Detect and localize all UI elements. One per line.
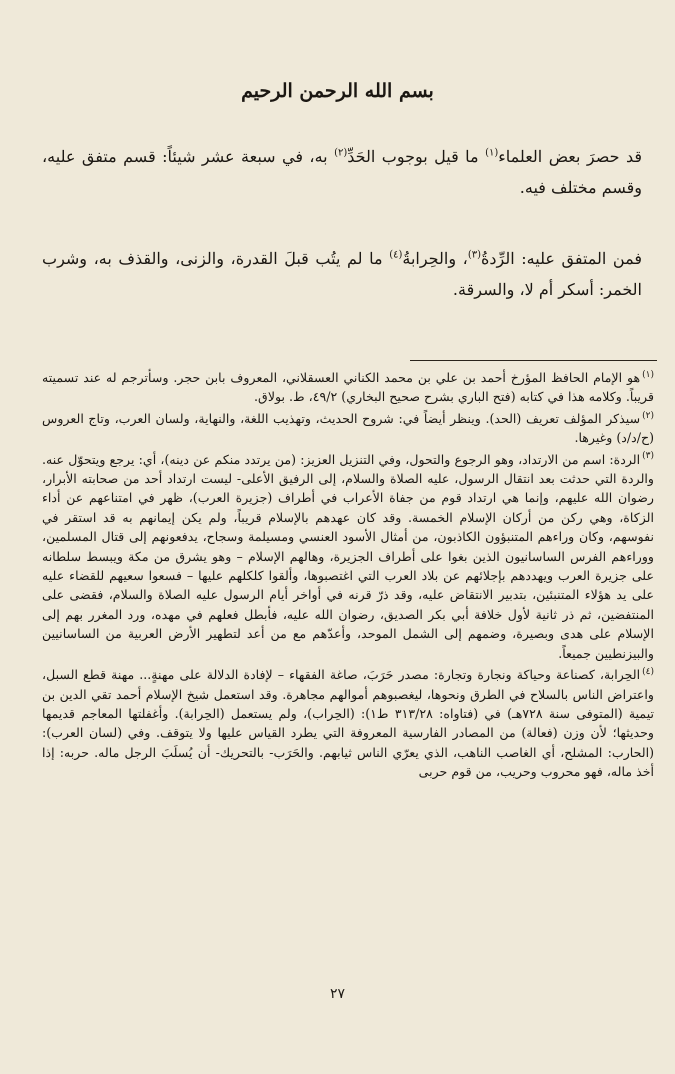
footnote-text: الردة: اسم من الارتداد، وهو الرجوع والتحول، وفي التنزيل العزيز: (من يرتدد منكم عن دينه)، أي: يرجع ويتحوّل عنه. والردة التي حدثت بعد انتقال الرسول، عليه الصلاة والسلام، إلى الرفيق الأعلى- ليست ارتداد أحد من صحابته الأبرار، رضوان الله عليهم، وإنما هي ارتداد قوم من جفاة الأعراب في أطراف (جزيرة العرب)، ظهر في امتناعهم عن أداء الزكاة، وهي ركن من أركان الإسلام الخمسة. وقد كان عهدهم بالإسلام قريباً، ولم يكن إيمانهم به قد استقر في نفوسهم، وكان وراءهم المتنبؤون الكاذبون، من أمثال الأسود العنسي ومسيلمة وسجاح، يدفعونهم إلى قتال المسلمين، ووراءهم الفرس الساسانيون الذين بغوا على أطراف الجزيرة، وهالهم الإسلام – وهو يشرق من مكة ويبسط سلطانه على جزيرة العرب ويهددهم بإجلائهم عن بلاد العرب التي اغتصبوها، وألقوا كلكلهم عليها – فسعوا سعيهم للقضاء عليه على يد هؤلاء المتنبئين، بتدبير الانتقاض عليه، وقد ذرّ قرنه في أواخر أيام الرسول عليه الصلاة والسلام، فقضى على المنتفضين، ثم ذر ثانية لأول خلافة أبي بكر الصديق، رضوان الله عليه، فأبطل فعلهم في مهده، ورد المغرر بهم إلى الإسلام على هدى وبصيرة، وضمهم إلى الشمل الموحد، وأعدّهم مع من أعد لتطهير الأرض العربية من الساسانيين والبيزنطيين جميعاً. (42, 451, 654, 661)
footnote-ref-3[interactable]: (٣) (467, 249, 482, 261)
paragraph-text: ، والحِرابةُ (402, 249, 468, 268)
footnote-ref-2[interactable]: (٢) (334, 147, 348, 159)
footnote-text: الحِرابة، كصناعة وحياكة ونجارة وتجارة: مصدر حَرَبَ، صاغة الفقهاء – لإفادة الدلالة على مهنةٍ... مهنة قطع السبل، واعتراض الناس بالسلاح في الطرق ونحوها، ليغصبوهم أموالهم مجاهرة. وقد استعمل شيخ الإسلام أحمد تقي الدين بن تيمية (المتوفى سنة ٧٢٨هـ) في (فتاواه: ٣١٣/٢٨ ط١): (الحِراب)، ولم يستعمل (الحِرابة). وأغفلتها المعاجم قديمها وحديثها؛ لأن وزن (فعالة) من المصادر الفارسية المعروفة التي يطرد القياس عليها ولا يتوقف. وفي (لسان العرب): (الحارب: المشلح، أي الغاصب الناهب، الذي يعرّي الناس ثيابهم. والحَرَب- بالتحريك- أن يُسلَبَ الرجل ماله. حربه: إذا أخذ ماله، فهو محروب وحريب، من قوم حربى (42, 667, 654, 780)
footnote-1 (42, 368, 654, 407)
paragraph-text: به، في سبعة عشر شيئاً: قسم متفق عليه، وقسم مختلف فيه. (42, 147, 642, 197)
paragraph-text: ما لم يتُب قبلَ القدرة، والزنى، والقذف به، وشرب الخمر: أسكر أم لا، والسرقة. (42, 249, 642, 299)
footnote-number: (١) (642, 369, 654, 380)
footnote-text: هو الإمام الحافظ المؤرخ أحمد بن علي بن محمد الكناني العسقلاني، المعروف بابن حجر. وسأترجم له عند تسميته قريباً. وكلامه هذا في كتابه (فتح الباري بشرح صحيح البخاري) ٤٩/٢، ط. بولاق. (42, 370, 654, 405)
footnote-number: (٢) (642, 410, 654, 421)
footnote-ref-4[interactable]: (٤) (389, 249, 403, 261)
footnote-separator (410, 360, 657, 361)
footnote-4 (42, 665, 654, 781)
page-number: ٢٧ (329, 986, 346, 1002)
footnote-number: (٤) (642, 666, 654, 677)
main-paragraph-2 (42, 243, 642, 305)
footnote-ref-1[interactable]: (١) (485, 147, 499, 159)
footnote-2 (42, 409, 654, 448)
paragraph-text: فمن المتفق عليه: الرِّدةُ (481, 249, 643, 268)
footnote-3 (42, 450, 654, 663)
paragraph-text: قد حصرَ بعض العلماء (498, 147, 642, 166)
footnote-number: (٣) (642, 451, 654, 462)
footnotes (42, 368, 654, 784)
main-paragraph-1 (42, 141, 642, 203)
basmala-heading: بسم الله الرحمن الرحيم (241, 80, 434, 102)
paragraph-text: ما قيل بوجوب الحَدِّ (347, 147, 486, 166)
footnote-text: سيذكر المؤلف تعريف (الحد). وينظر أيضاً في: شروح الحديث، وتهذيب اللغة، والنهاية، ولسان العرب، وتاج العروس (ح/د/د) وغيرها. (42, 410, 654, 446)
